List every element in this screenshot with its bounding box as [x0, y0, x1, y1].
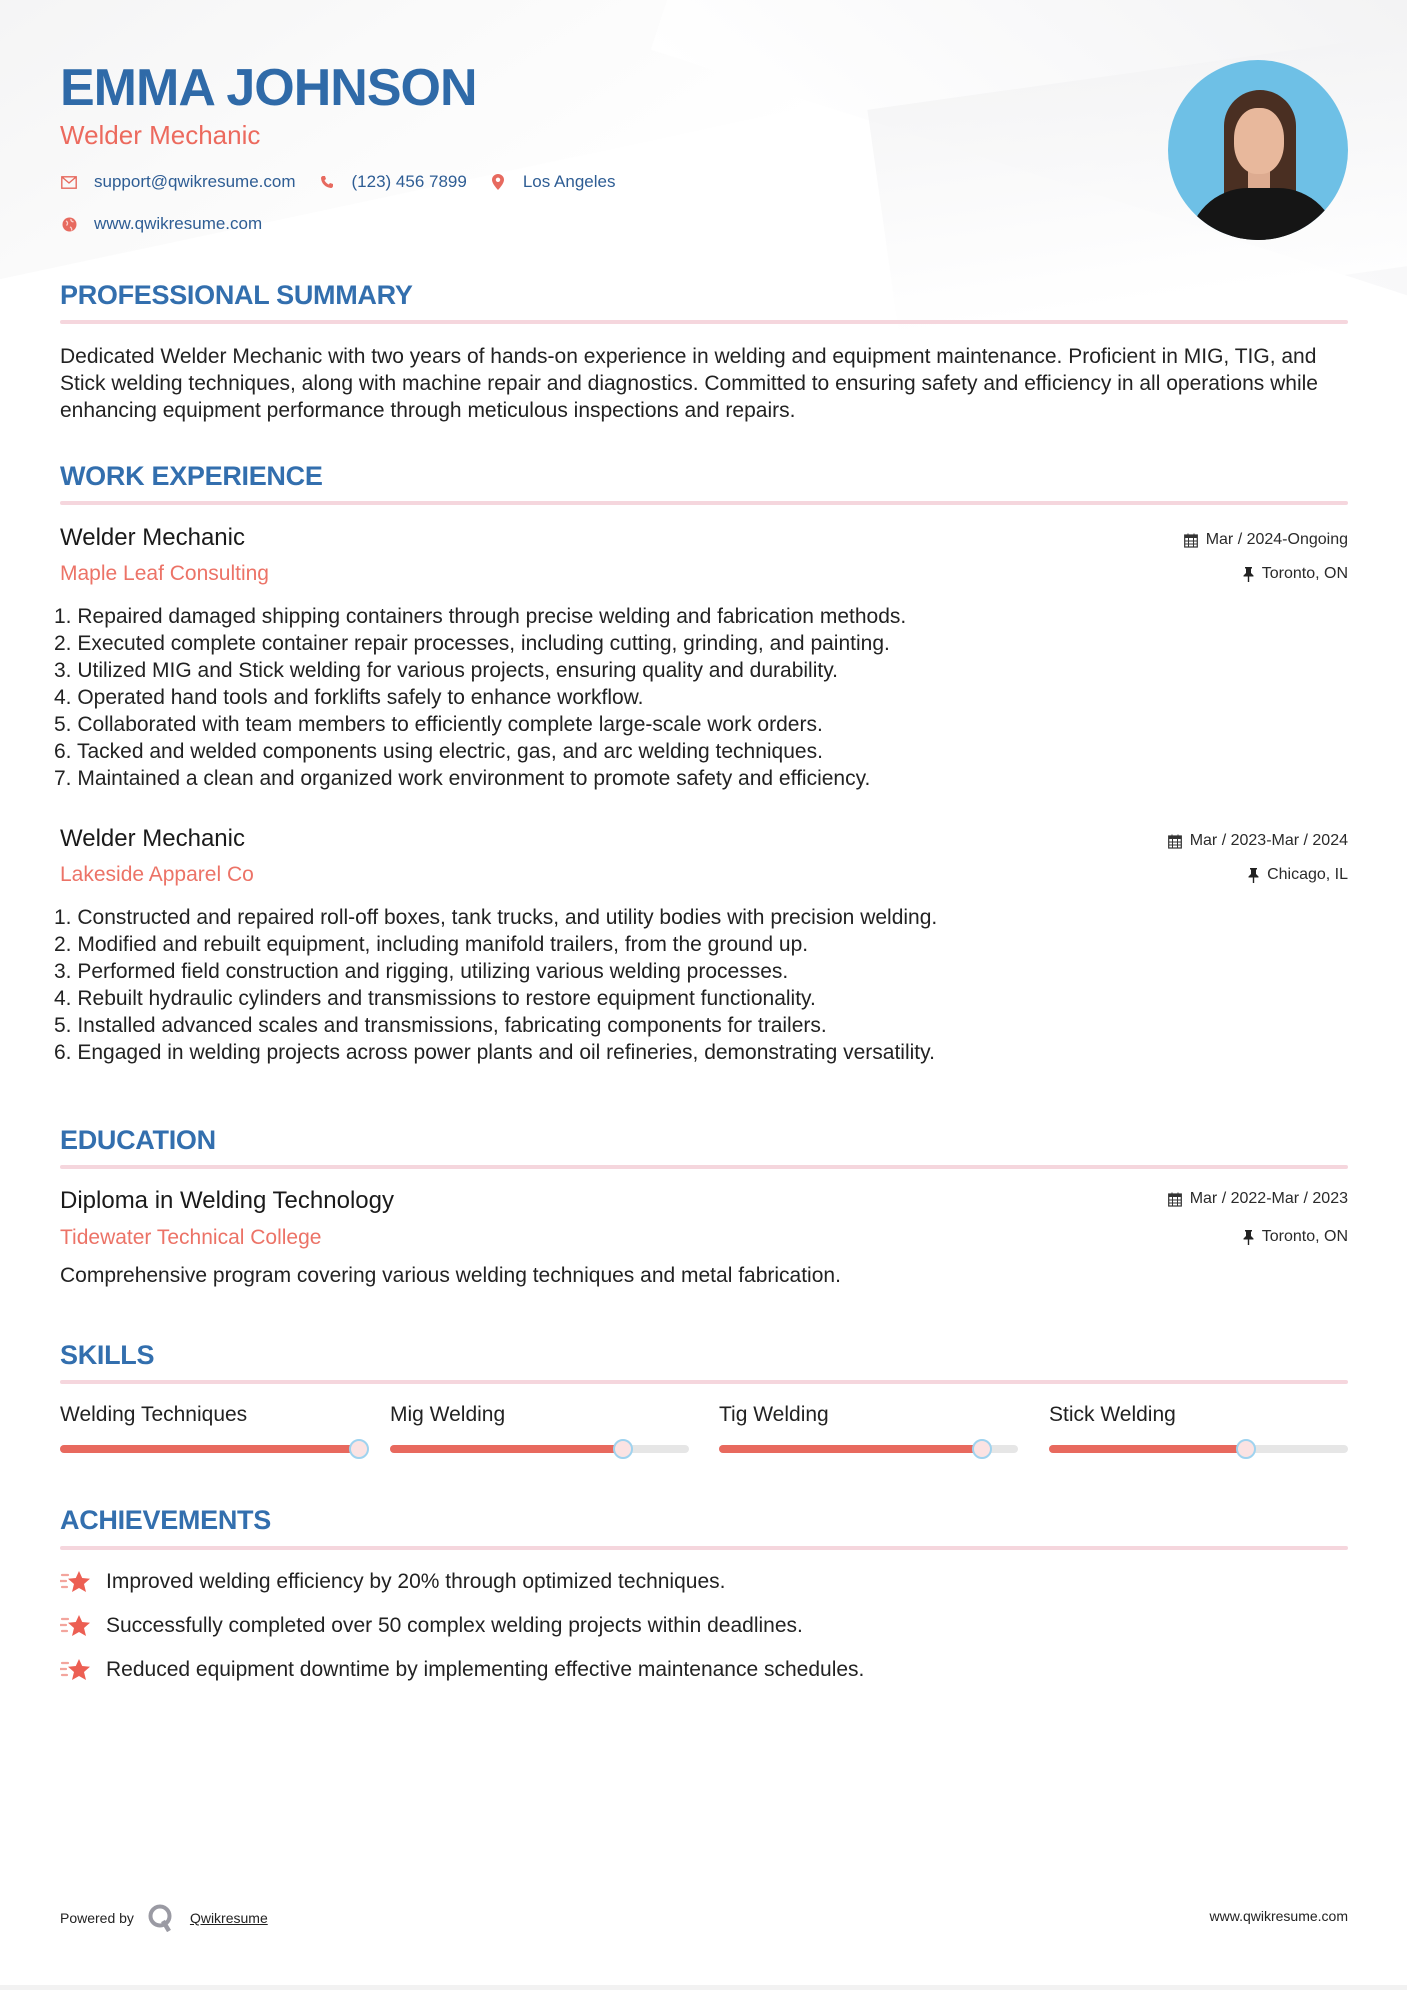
email-text: support@qwikresume.com — [94, 172, 296, 191]
list-item: 5. Collaborated with team members to efficiently complete large-scale work orders. — [54, 713, 823, 736]
skill-label: Stick Welding — [1049, 1403, 1176, 1426]
job-title: Welder Mechanic — [60, 524, 245, 551]
job-responsibilities — [54, 904, 1342, 1066]
website-text: www.qwikresume.com — [94, 214, 263, 233]
list-item: 2. Executed complete container repair processes, including cutting, grinding, and painting. — [54, 632, 890, 655]
envelope-icon — [60, 173, 78, 191]
divider — [60, 1165, 1348, 1169]
calendar-icon — [1184, 533, 1198, 548]
pushpin-icon — [1243, 1230, 1254, 1245]
skill-bar — [60, 1445, 359, 1453]
divider — [60, 320, 1348, 324]
list-item: 1. Constructed and repaired roll-off boxes, tank trucks, and utility bodies with precision welding. — [54, 906, 938, 929]
contact-location — [489, 172, 616, 192]
job-title: Welder Mechanic — [60, 825, 245, 852]
footer — [60, 1900, 1348, 1930]
skill-bar-knob — [1236, 1439, 1256, 1459]
achievement-item: Improved welding efficiency by 20% through optimized techniques. — [60, 1569, 725, 1595]
skill-bar — [390, 1445, 689, 1453]
list-item: 7. Maintained a clean and organized work environment to promote safety and efficiency. — [54, 767, 871, 790]
skill-label: Mig Welding — [390, 1403, 506, 1426]
section-title-skills: SKILLS — [60, 1340, 155, 1370]
star-icon — [60, 1613, 94, 1639]
summary-text: Dedicated Welder Mechanic with two years of hands-on experience in welding and equipment maintenance. Proficient in MIG, TIG, and Stick welding techniques, along with machine repair and diagnostics. Committed to ensuring safety and efficiency in all operations while enhancing equipment performance through meticulous inspections and repairs. — [60, 345, 1318, 422]
job-responsibilities — [54, 603, 1342, 792]
footer-url[interactable]: www.qwikresume.com — [1209, 1908, 1348, 1924]
qwikresume-logo-icon — [148, 1904, 174, 1932]
skill-bar-knob — [349, 1439, 369, 1459]
contact-row-website — [60, 214, 284, 234]
list-item: 5. Installed advanced scales and transmissions, fabricating components for trailers. — [54, 1014, 827, 1037]
candidate-name: EMMA JOHNSON — [60, 59, 477, 117]
star-icon — [60, 1569, 94, 1595]
education-location: Toronto, ON — [1243, 1228, 1348, 1246]
contact-website[interactable] — [60, 214, 262, 234]
education-description: Comprehensive program covering various welding techniques and metal fabrication. — [60, 1264, 841, 1287]
job-dates: Mar / 2024-Ongoing — [1184, 531, 1348, 549]
skill-label: Tig Welding — [719, 1403, 829, 1426]
list-item: 6. Engaged in welding projects across power plants and oil refineries, demonstrating versatility. — [54, 1041, 935, 1064]
skill-bar — [719, 1445, 1018, 1453]
powered-by: Powered by Qwikresume — [60, 1904, 268, 1932]
skill-bar-knob — [972, 1439, 992, 1459]
globe-icon — [60, 215, 78, 233]
section-title-summary: PROFESSIONAL SUMMARY — [60, 280, 413, 310]
list-item: 1. Repaired damaged shipping containers through precise welding and fabrication methods. — [54, 605, 907, 628]
phone-icon — [318, 173, 336, 191]
divider — [60, 1380, 1348, 1384]
skill-item — [390, 1403, 689, 1427]
section-title-education: EDUCATION — [60, 1125, 216, 1155]
list-item: 4. Operated hand tools and forklifts safely to enhance workflow. — [54, 686, 644, 709]
avatar — [1168, 60, 1348, 240]
skill-bar — [1049, 1445, 1348, 1453]
calendar-icon — [1168, 834, 1182, 849]
skill-item — [719, 1403, 1018, 1427]
skill-item — [1049, 1403, 1348, 1427]
job-dates: Mar / 2023-Mar / 2024 — [1168, 832, 1348, 850]
list-item: 6. Tacked and welded components using electric, gas, and arc welding techniques. — [54, 740, 823, 763]
pushpin-icon — [1243, 567, 1254, 582]
list-item: 3. Performed field construction and rigging, utilizing various welding processes. — [54, 960, 789, 983]
skill-item — [60, 1403, 359, 1427]
school-name: Tidewater Technical College — [60, 1226, 322, 1249]
section-title-achievements: ACHIEVEMENTS — [60, 1505, 271, 1535]
pushpin-icon — [1248, 868, 1259, 883]
page-bottom-edge — [0, 1985, 1407, 1990]
list-item: 4. Rebuilt hydraulic cylinders and transmissions to restore equipment functionality. — [54, 987, 816, 1010]
candidate-role: Welder Mechanic — [60, 120, 261, 150]
list-item: 3. Utilized MIG and Stick welding for various projects, ensuring quality and durability. — [54, 659, 838, 682]
section-title-experience: WORK EXPERIENCE — [60, 461, 323, 491]
achievement-item: Successfully completed over 50 complex welding projects within deadlines. — [60, 1613, 803, 1639]
job-location: Toronto, ON — [1243, 565, 1348, 583]
skill-label: Welding Techniques — [60, 1403, 248, 1426]
list-item: 2. Modified and rebuilt equipment, including manifold trailers, from the ground up. — [54, 933, 809, 956]
skill-bar-knob — [613, 1439, 633, 1459]
location-text: Los Angeles — [522, 172, 616, 191]
achievement-item: Reduced equipment downtime by implementing effective maintenance schedules. — [60, 1657, 864, 1683]
qwikresume-link[interactable]: Qwikresume — [189, 1910, 268, 1926]
map-pin-icon — [489, 173, 507, 191]
divider — [60, 1546, 1348, 1550]
calendar-icon — [1168, 1192, 1182, 1207]
job-location: Chicago, IL — [1248, 866, 1348, 884]
degree-title: Diploma in Welding Technology — [60, 1187, 394, 1214]
contact-email[interactable] — [60, 172, 296, 192]
contact-row — [60, 172, 637, 192]
education-dates: Mar / 2022-Mar / 2023 — [1168, 1190, 1348, 1208]
contact-phone[interactable] — [318, 172, 467, 192]
phone-text: (123) 456 7899 — [351, 172, 467, 191]
company-name: Maple Leaf Consulting — [60, 562, 269, 585]
company-name: Lakeside Apparel Co — [60, 863, 254, 886]
star-icon — [60, 1657, 94, 1683]
divider — [60, 501, 1348, 505]
